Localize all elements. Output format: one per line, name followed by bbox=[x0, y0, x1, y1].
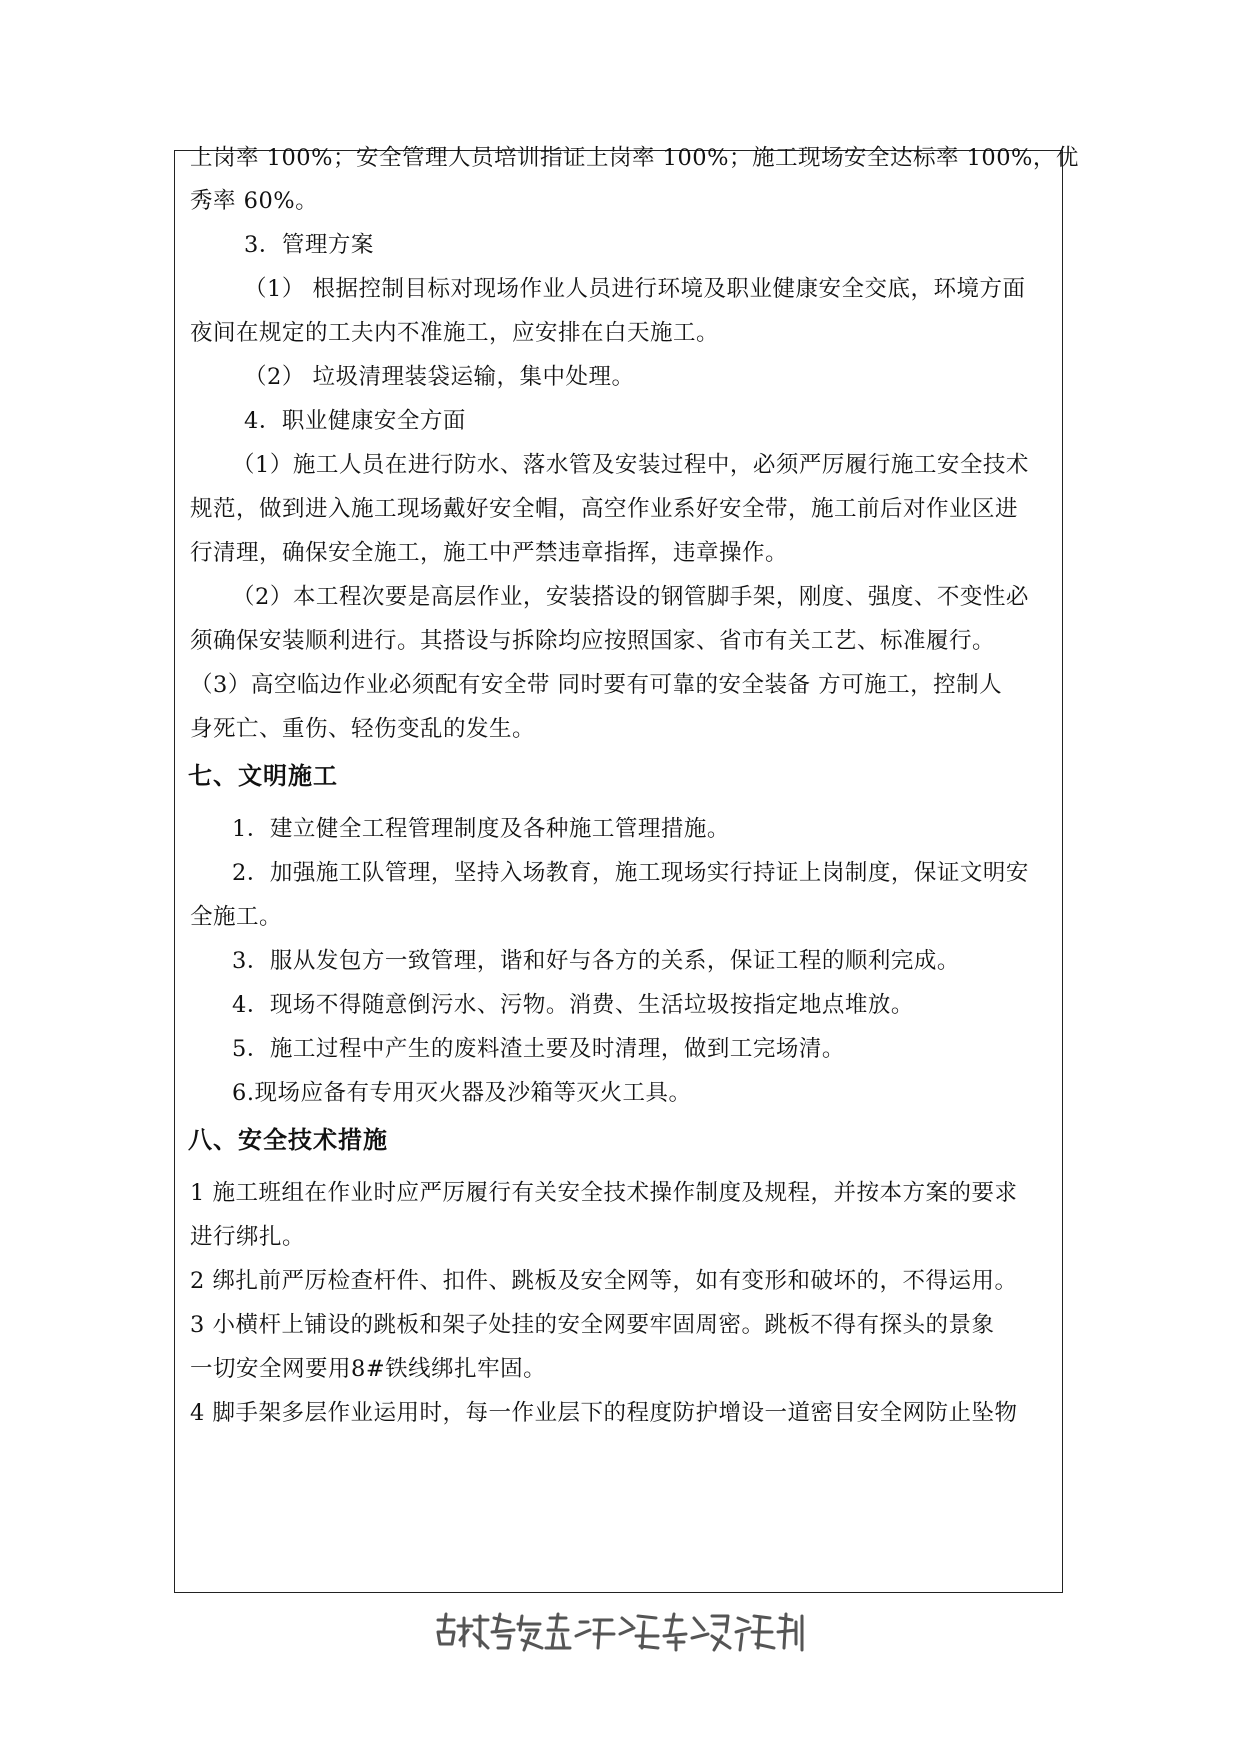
list-item: 全施工。 bbox=[190, 904, 283, 930]
text-line: 上岗率 100%；安全管理人员培训指证上岗率 100%；施工现场安全达标率 100%，优 bbox=[190, 145, 1079, 171]
section-heading-safety-measures: 八、安全技术措施 bbox=[188, 1126, 388, 1154]
text-line: （1）施工人员在进行防水、落水管及安装过程中，必须严厉履行施工安全技术 bbox=[232, 452, 1029, 478]
footer-calligraphy-stamp bbox=[430, 1608, 810, 1656]
list-item: 1 施工班组在作业时应严厉履行有关安全技术操作制度及规程，并按本方案的要求 bbox=[190, 1180, 1018, 1206]
list-item: 进行绑扎。 bbox=[190, 1224, 306, 1250]
calligraphy-signature-icon bbox=[430, 1608, 810, 1656]
list-item: 5．施工过程中产生的废料渣土要及时清理，做到工完场清。 bbox=[232, 1036, 845, 1062]
text-line: 秀率 60%。 bbox=[190, 188, 319, 214]
text-line: （1） 根据控制目标对现场作业人员进行环境及职业健康安全交底，环境方面 bbox=[244, 276, 1026, 302]
text-line: （2）本工程次要是高层作业，安装搭设的钢管脚手架，刚度、强度、不变性必 bbox=[232, 584, 1029, 610]
text-line: 夜间在规定的工夫内不准施工，应安排在白天施工。 bbox=[190, 320, 720, 346]
text-line: 3．管理方案 bbox=[244, 232, 374, 258]
list-item: 1．建立健全工程管理制度及各种施工管理措施。 bbox=[232, 816, 730, 842]
text-line: 须确保安装顺利进行。其搭设与拆除均应按照国家、省市有关工艺、标准履行。 bbox=[190, 628, 996, 654]
text-line: 行清理，确保安全施工，施工中严禁违章指挥，违章操作。 bbox=[190, 540, 789, 566]
section-heading-civilized-construction: 七、文明施工 bbox=[188, 762, 338, 790]
text-line: 身死亡、重伤、轻伤变乱的发生。 bbox=[190, 716, 536, 742]
list-item: 2 绑扎前严厉检查杆件、扣件、跳板及安全网等，如有变形和破坏的，不得运用。 bbox=[190, 1268, 1018, 1294]
text-line: 4．职业健康安全方面 bbox=[244, 408, 466, 434]
list-item: 4．现场不得随意倒污水、污物。消费、生活垃圾按指定地点堆放。 bbox=[232, 992, 914, 1018]
list-item: 3 小横杆上铺设的跳板和架子处挂的安全网要牢固周密。跳板不得有探头的景象 bbox=[190, 1312, 995, 1338]
list-item: 3．服从发包方一致管理，谐和好与各方的关系，保证工程的顺利完成。 bbox=[232, 948, 960, 974]
list-item: 一切安全网要用8#铁线绑扎牢固。 bbox=[190, 1356, 547, 1382]
list-item: 6.现场应备有专用灭火器及沙箱等灭火工具。 bbox=[232, 1080, 692, 1106]
text-line: 规范，做到进入施工现场戴好安全帽，高空作业系好安全带，施工前后对作业区进 bbox=[190, 496, 1019, 522]
text-line: （3）高空临边作业必须配有安全带 同时要有可靠的安全装备 方可施工，控制人 bbox=[190, 672, 1003, 698]
list-item: 4 脚手架多层作业运用时，每一作业层下的程度防护增设一道密目安全网防止坠物 bbox=[190, 1400, 1018, 1426]
list-item: 2．加强施工队管理，坚持入场教育，施工现场实行持证上岗制度，保证文明安 bbox=[232, 860, 1029, 886]
text-line: （2） 垃圾清理装袋运输，集中处理。 bbox=[244, 364, 635, 390]
